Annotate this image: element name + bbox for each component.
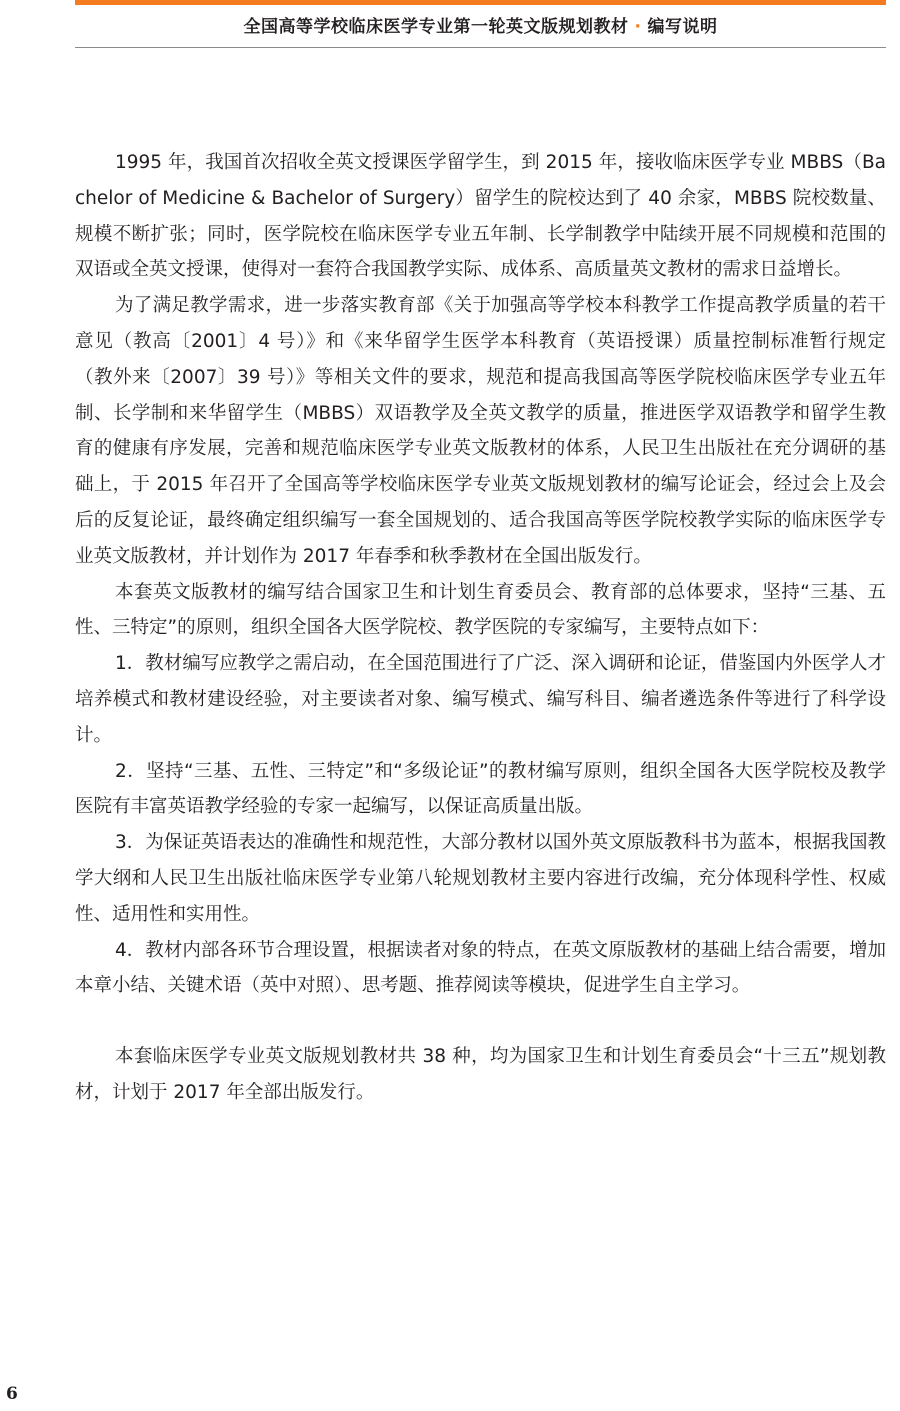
paragraph-spacer [75,1004,886,1039]
feature-item-3: 3．为保证英语表达的准确性和规范性，大部分教材以国外英文原版教科书为蓝本，根据我国教学大纲和人民卫生出版社临床医学专业第八轮规划教材主要内容进行改编，充分体现科学性、权威性、适用性和实用性。 [75,832,886,925]
header-divider [75,47,886,48]
running-header-separator: · [634,17,642,37]
document-body [75,145,886,1111]
paragraph-principles: 本套英文版教材的编写结合国家卫生和计划生育委员会、教育部的总体要求，坚持“三基、五性、三特定”的原则，组织全国各大医学院校、教学医院的专家编写，主要特点如下： [75,581,886,639]
running-header-section: 编写说明 [647,17,718,37]
header-accent-bar [75,0,886,5]
paragraph-background: 为了满足教学需求，进一步落实教育部《关于加强高等学校本科教学工作提高教学质量的若干意见（教高〔2001〕4 号）》和《来华留学生医学本科教育（英语授课）质量控制标准暂行规定（教外来〔2007〕39 号）》等相关文件的要求，规范和提高我国高等医学院校临床医学专业五年制、长学制和来华留学生（MBBS）双语教学及全英文教学的质量，推进医学双语教学和留学生教育的健康有序发展，完善和规范临床医学专业英文版教材的体系，人民卫生出版社在充分调研的基础上，于 2015 年召开了全国高等学校临床医学专业英文版规划教材的编写论证会，经过会上及会后的反复论证，最终确定组织编写一套全国规划的、适合我国高等医学院校教学实际的临床医学专业英文版教材，并计划作为 2017 年春季和秋季教材在全国出版发行。 [75,295,886,567]
paragraph-closing: 本套临床医学专业英文版规划教材共 38 种，均为国家卫生和计划生育委员会“十三五”规划教材，计划于 2017 年全部出版发行。 [75,1046,886,1103]
paragraph-intro: 1995 年，我国首次招收全英文授课医学留学生，到 2015 年，接收临床医学专业 MBBS（Bachelor of Medicine & Bachelor of Surgery）留学生的院校达到了 40 余家，MBBS 院校数量、规模不断扩张；同时，医学院校在临床医学专业五年制、长学制教学中陆续开展不同规模和范围的双语或全英文授课，使得对一套符合我国教学实际、成体系、高质量英文教材的需求日益增长。 [75,152,886,281]
feature-item-4: 4．教材内部各环节合理设置，根据读者对象的特点，在英文原版教材的基础上结合需要，增加本章小结、关键术语（英中对照）、思考题、推荐阅读等模块，促进学生自主学习。 [75,939,886,997]
feature-item-2: 2．坚持“三基、五性、三特定”和“多级论证”的教材编写原则，组织全国各大医学院校及教学医院有丰富英语教学经验的专家一起编写，以保证高质量出版。 [75,760,886,818]
running-header-title: 全国高等学校临床医学专业第一轮英文版规划教材 [243,17,629,37]
feature-item-1: 1．教材编写应教学之需启动，在全国范围进行了广泛、深入调研和论证，借鉴国内外医学人才培养模式和教材建设经验，对主要读者对象、编写模式、编写科目、编者遴选条件等进行了科学设计。 [75,653,886,746]
page-number: 6 [6,1384,18,1404]
running-header [75,12,886,37]
